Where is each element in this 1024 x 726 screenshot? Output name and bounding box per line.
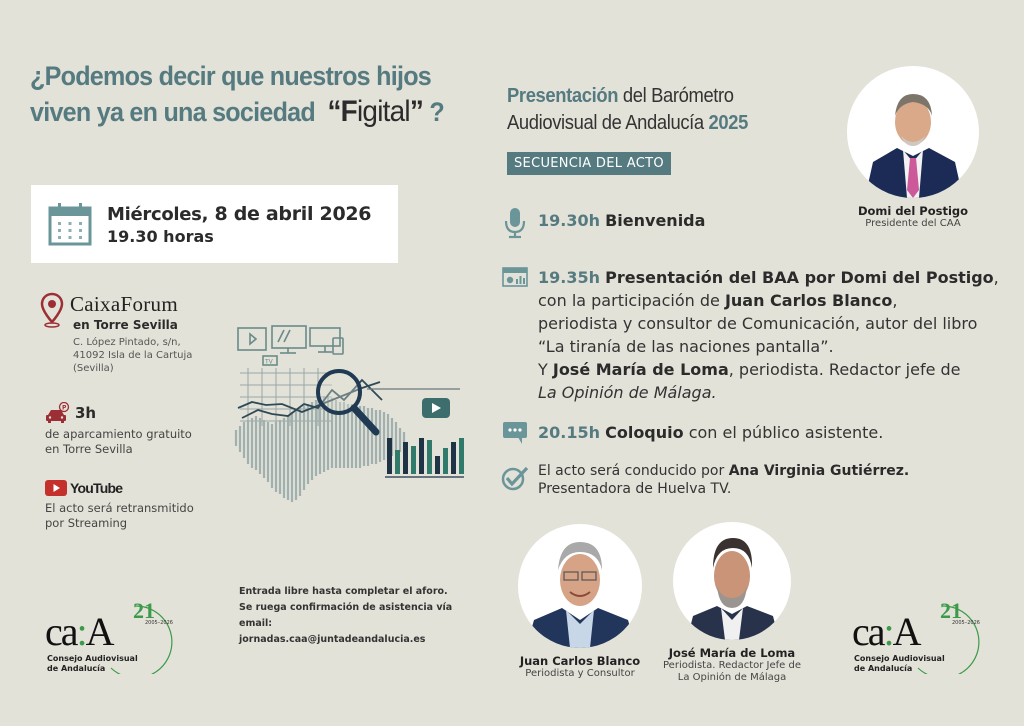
venue-name: CaixaForum — [70, 292, 178, 316]
avatar — [673, 522, 791, 640]
svg-text:P: P — [62, 404, 67, 412]
event-time: 19.30 horas — [107, 226, 214, 246]
parking-hours: 3h — [75, 404, 97, 422]
streaming-info — [45, 480, 225, 531]
speaker-jose-maria-de-loma: José María de Loma Periodista. Redactor Jefe de La Opinión de Málaga — [652, 522, 812, 684]
youtube-play-icon — [45, 480, 67, 496]
agenda-item: 19.35h Presentación del BAA por Domi del Postigo, con la participación de Juan Carlos Blanco, periodista y consultor de Comunicación, autor del libro “La tiranía de las naciones pantalla”. Y José María de Loma, periodista. Redactor jefe de La Opinión de Málaga. — [500, 266, 1010, 404]
streaming-description: El acto será retransmitido por Streaming — [45, 501, 194, 530]
car-parking-icon — [45, 402, 71, 424]
registration-email-link[interactable]: jornadas.caa@juntadeandalucia.es — [239, 634, 426, 645]
avatar — [847, 66, 979, 198]
svg-text:TV: TV — [265, 358, 273, 366]
parking-info — [45, 402, 225, 457]
calendar-icon — [47, 201, 93, 247]
headline-line2: viven ya en una sociedad “Figital” ? — [30, 95, 444, 128]
event-date-box — [31, 185, 398, 263]
event-date: Miércoles, 8 de abril 2026 — [107, 202, 372, 225]
speaker-juan-carlos-blanco: Juan Carlos Blanco Periodista y Consultor — [505, 524, 655, 680]
check-circle-icon — [501, 465, 529, 491]
venue-info — [40, 292, 220, 375]
location-pin-icon — [40, 292, 64, 328]
registration-info: Entrada libre hasta completar el aforo. Se ruega confirmación de asistencia vía email: jornadas.caa@juntadeandalucia.es — [239, 584, 479, 648]
youtube-logo[interactable]: YouTube — [45, 480, 225, 496]
headline — [30, 58, 449, 130]
sequence-badge: SECUENCIA DEL ACTO — [507, 152, 671, 175]
chat-bubble-icon — [502, 421, 528, 445]
venue-address: C. López Pintado, s/n, 41092 Isla de la Cartuja (Sevilla) — [73, 337, 193, 374]
agenda-item: El acto será conducido por Ana Virginia Gutiérrez. Presentadora de Huelva TV. — [500, 462, 1010, 498]
venue-subtitle: en Torre Sevilla — [73, 318, 178, 332]
figital-word: “Figital” — [327, 95, 424, 128]
agenda-item: 20.15h Coloquio con el público asistente. — [500, 421, 1010, 445]
dashboard-icon — [502, 267, 528, 287]
caa-logo-left: ca:A 21 2005–2026 Consejo Audiovisual de Andalucía — [45, 598, 185, 678]
speaker-domi-del-postigo: Domi del Postigo Presidente del CAA — [838, 66, 988, 230]
data-analysis-illustration — [232, 318, 464, 508]
microphone-icon — [504, 207, 526, 239]
agenda-item: 19.30h Bienvenida — [500, 207, 1010, 239]
caa-logo-right: ca:A 21 2005–2026 Consejo Audiovisual de Andalucía — [852, 598, 992, 678]
presentation-title: Presentación del Barómetro Audiovisual de Andalucía 2025 — [507, 85, 749, 134]
avatar — [518, 524, 642, 648]
headline-line1: ¿Podemos decir que nuestros hijos — [30, 61, 432, 91]
parking-description: de aparcamiento gratuito en Torre Sevilla — [45, 427, 192, 456]
